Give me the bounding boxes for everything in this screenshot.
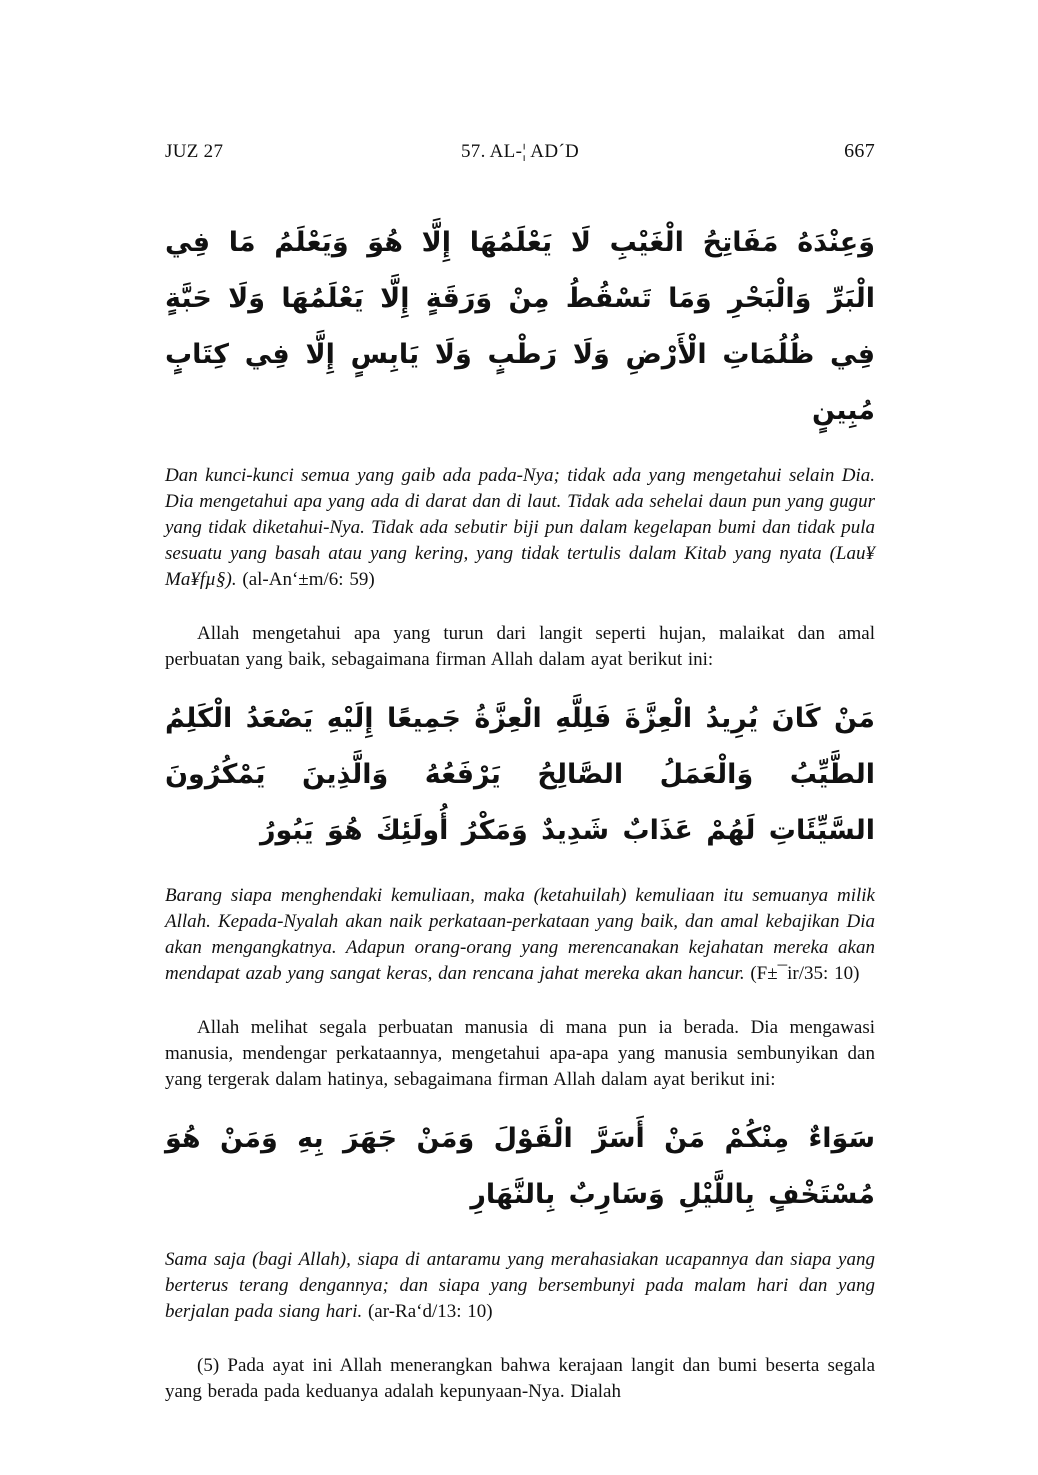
translation-al-anam: [165, 463, 875, 593]
translation-al-anam-text: Dan kunci-kunci semua yang gaib ada pada-Nya; tidak ada yang mengetahui selain Dia. Dia mengetahui apa yang ada di darat dan di laut. Tidak ada sehelai daun pun yang gugur yang tidak diketahui-Nya. Tidak ada sebutir biji pun dalam kegelapan bumi dan tidak pula sesuatu yang basah atau yang kering, yang tidak tertulis dalam Kitab yang nyata (Lau¥ Ma¥fµ§).: [165, 465, 875, 590]
page-number: 667: [844, 140, 875, 162]
chapter-title: 57. AL-¦ AD´D: [460, 141, 579, 162]
translation-al-anam-ref: (al-An‘±m/6: 59): [242, 569, 375, 590]
arabic-verse-ar-rad: سَوَاءٌ مِنْكُمْ مَنْ أَسَرَّ الْقَوْلَ وَمَنْ جَهَرَ بِهِ وَمَنْ هُوَ مُسْتَخْفٍ بِاللَّيْلِ وَسَارِبٌ بِالنَّهَارِ: [165, 1123, 875, 1210]
arabic-verse-fatir: مَنْ كَانَ يُرِيدُ الْعِزَّةَ فَلِلَّهِ الْعِزَّةُ جَمِيعًا إِلَيْهِ يَصْعَدُ الْكَلِمُ الطَّيِّبُ وَالْعَمَلُ الصَّالِحُ يَرْفَعُهُ وَالَّذِينَ يَمْكُرُونَ السَّيِّئَاتِ لَهُمْ عَذَابٌ شَدِيدٌ وَمَكْرُ أُولَئِكَ هُوَ يَبُورُ: [165, 703, 875, 846]
translation-fatir-ref: (F±¯ir/35: 10): [750, 963, 860, 984]
translation-fatir: [165, 883, 875, 987]
page-header: [165, 140, 875, 163]
translation-ar-rad-ref: (ar-Ra‘d/13: 10): [367, 1301, 493, 1322]
translation-ar-rad: [165, 1247, 875, 1325]
paragraph-commentary-3: (5) Pada ayat ini Allah menerangkan bahwa kerajaan langit dan bumi beserta segala yang berada pada keduanya adalah kepunyaan-Nya. Dialah: [165, 1355, 875, 1402]
translation-fatir-text: Barang siapa menghendaki kemuliaan, maka (ketahuilah) kemuliaan itu semuanya milik Allah. Kepada-Nyalah akan naik perkataan-perkataan yang baik, dan amal kebajikan Dia akan mengangkatnya. Adapun orang-orang yang merencanakan kejahatan mereka akan mendapat azab yang sangat keras, dan rencana jahat mereka akan hancur.: [165, 885, 875, 984]
paragraph-commentary-1: Allah mengetahui apa yang turun dari langit seperti hujan, malaikat dan amal perbuatan yang baik, sebagaimana firman Allah dalam ayat berikut ini:: [165, 623, 875, 670]
juz-label: JUZ 27: [165, 141, 224, 162]
paragraph-commentary-2: Allah melihat segala perbuatan manusia di mana pun ia berada. Dia mengawasi manusia, mendengar perkataannya, mengetahui apa-apa yang manusia sembunyikan dan yang tergerak dalam hatinya, sebagaimana firman Allah dalam ayat berikut ini:: [165, 1017, 875, 1090]
translation-ar-rad-text: Sama saja (bagi Allah), siapa di antaramu yang merahasiakan ucapannya dan siapa yang berterus terang dengannya; dan siapa yang bersembunyi pada malam hari dan yang berjalan pada siang hari.: [165, 1249, 875, 1322]
arabic-verse-al-anam: وَعِنْدَهُ مَفَاتِحُ الْغَيْبِ لَا يَعْلَمُهَا إِلَّا هُوَ وَيَعْلَمُ مَا فِي الْبَرِّ وَالْبَحْرِ وَمَا تَسْقُطُ مِنْ وَرَقَةٍ إِلَّا يَعْلَمُهَا وَلَا حَبَّةٍ فِي ظُلُمَاتِ الْأَرْضِ وَلَا رَطْبٍ وَلَا يَابِسٍ إِلَّا فِي كِتَابٍ مُبِينٍ: [165, 227, 875, 426]
